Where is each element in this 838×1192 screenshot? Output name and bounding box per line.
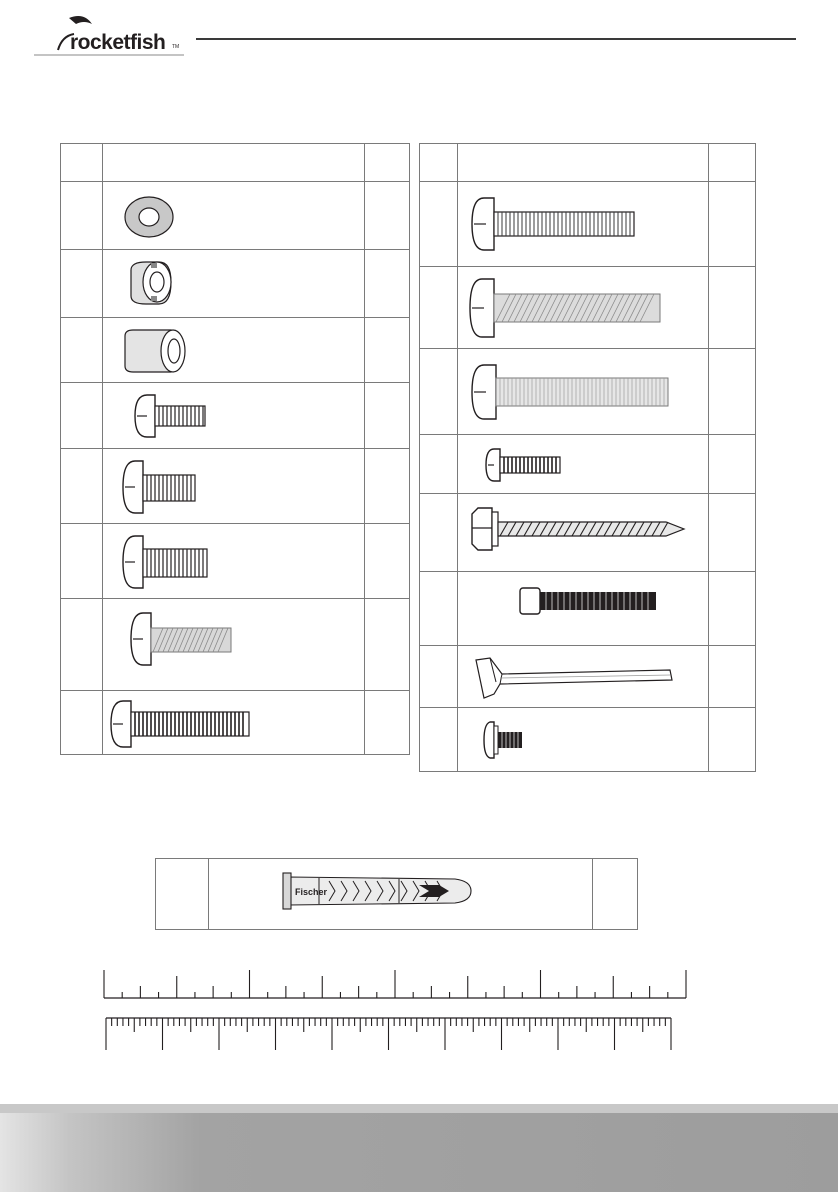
part-id xyxy=(420,435,458,494)
part-image-cell xyxy=(458,572,709,646)
part-image-cell xyxy=(103,182,365,250)
medium-screw-icon xyxy=(119,532,219,592)
long-screw-icon xyxy=(466,275,666,341)
part-image-cell xyxy=(209,859,593,930)
id-header xyxy=(420,144,458,182)
short-screw-icon xyxy=(482,447,572,487)
part-id xyxy=(61,691,103,755)
part-qty xyxy=(365,318,410,383)
part-id xyxy=(61,449,103,524)
part-image-cell xyxy=(103,383,365,449)
table-row xyxy=(61,182,410,250)
long-screw-icon xyxy=(468,194,643,254)
part-qty xyxy=(709,349,756,435)
part-image-cell xyxy=(458,349,709,435)
hex-lag-bolt-icon xyxy=(470,506,692,556)
table-row xyxy=(61,383,410,449)
part-id xyxy=(61,318,103,383)
part-id xyxy=(420,267,458,349)
table-row xyxy=(420,267,756,349)
part-qty xyxy=(365,524,410,599)
part-id xyxy=(420,572,458,646)
part-id xyxy=(420,708,458,772)
part-qty xyxy=(593,859,638,930)
name-header xyxy=(103,144,365,182)
table-row xyxy=(61,449,410,524)
part-qty xyxy=(709,435,756,494)
table-row xyxy=(420,435,756,494)
trademark-mark: TM xyxy=(172,44,180,50)
table-header-row xyxy=(420,144,756,182)
footer-strip xyxy=(0,1104,838,1113)
flange-screw-icon xyxy=(480,718,550,762)
part-image-cell xyxy=(458,494,709,572)
part-image-cell xyxy=(458,708,709,772)
part-image-cell xyxy=(103,691,365,755)
part-id xyxy=(61,383,103,449)
part-qty xyxy=(365,182,410,250)
part-id xyxy=(61,250,103,318)
socket-cap-bolt-icon xyxy=(518,584,668,624)
qty-header xyxy=(365,144,410,182)
table-row xyxy=(420,494,756,572)
part-image-cell xyxy=(103,599,365,691)
parts-table-right xyxy=(419,143,756,772)
part-qty xyxy=(365,599,410,691)
parts-table-left xyxy=(60,143,410,755)
table-row xyxy=(61,524,410,599)
part-image-cell xyxy=(458,267,709,349)
table-header-row xyxy=(61,144,410,182)
part-id xyxy=(61,182,103,250)
short-screw-icon xyxy=(131,391,221,441)
long-screw-icon xyxy=(468,361,688,423)
table-row xyxy=(420,182,756,267)
wall-anchor-icon xyxy=(279,867,479,913)
brand-logo xyxy=(34,14,184,60)
allen-key-icon xyxy=(470,654,680,702)
part-qty xyxy=(709,267,756,349)
part-image-cell xyxy=(458,182,709,267)
part-qty xyxy=(365,383,410,449)
anchor-brand-label: Fischer xyxy=(295,887,328,897)
part-image-cell xyxy=(103,318,365,383)
part-image-cell xyxy=(458,435,709,494)
part-qty xyxy=(709,646,756,708)
table-row xyxy=(61,318,410,383)
part-id xyxy=(61,599,103,691)
footer-band xyxy=(0,1104,838,1192)
part-id xyxy=(156,859,209,930)
lock-washer-icon xyxy=(121,260,181,310)
table-row xyxy=(156,859,638,930)
qty-header xyxy=(709,144,756,182)
part-qty xyxy=(709,182,756,267)
part-qty xyxy=(365,250,410,318)
name-header xyxy=(458,144,709,182)
part-id xyxy=(420,349,458,435)
part-id xyxy=(61,524,103,599)
table-row xyxy=(420,646,756,708)
part-qty xyxy=(365,449,410,524)
part-id xyxy=(420,646,458,708)
part-image-cell xyxy=(103,524,365,599)
part-qty xyxy=(365,691,410,755)
part-image-cell xyxy=(103,449,365,524)
cm-ruler xyxy=(100,1014,680,1054)
long-screw-icon xyxy=(107,697,257,751)
table-row xyxy=(420,349,756,435)
table-row xyxy=(61,691,410,755)
part-id xyxy=(420,494,458,572)
medium-screw-icon xyxy=(119,457,209,517)
part-qty xyxy=(709,708,756,772)
part-id xyxy=(420,182,458,267)
table-row xyxy=(420,572,756,646)
header-divider xyxy=(196,38,796,40)
part-image-cell xyxy=(103,250,365,318)
spacer-icon xyxy=(117,326,189,376)
fine-thread-screw-icon xyxy=(127,609,237,669)
table-row xyxy=(61,250,410,318)
id-header xyxy=(61,144,103,182)
table-row xyxy=(420,708,756,772)
part-qty xyxy=(709,572,756,646)
table-row xyxy=(61,599,410,691)
brand-name: rocketfish xyxy=(70,31,166,54)
washer-icon xyxy=(123,195,183,239)
inch-ruler xyxy=(100,968,690,1002)
anchor-table xyxy=(155,858,638,930)
part-image-cell xyxy=(458,646,709,708)
part-qty xyxy=(709,494,756,572)
